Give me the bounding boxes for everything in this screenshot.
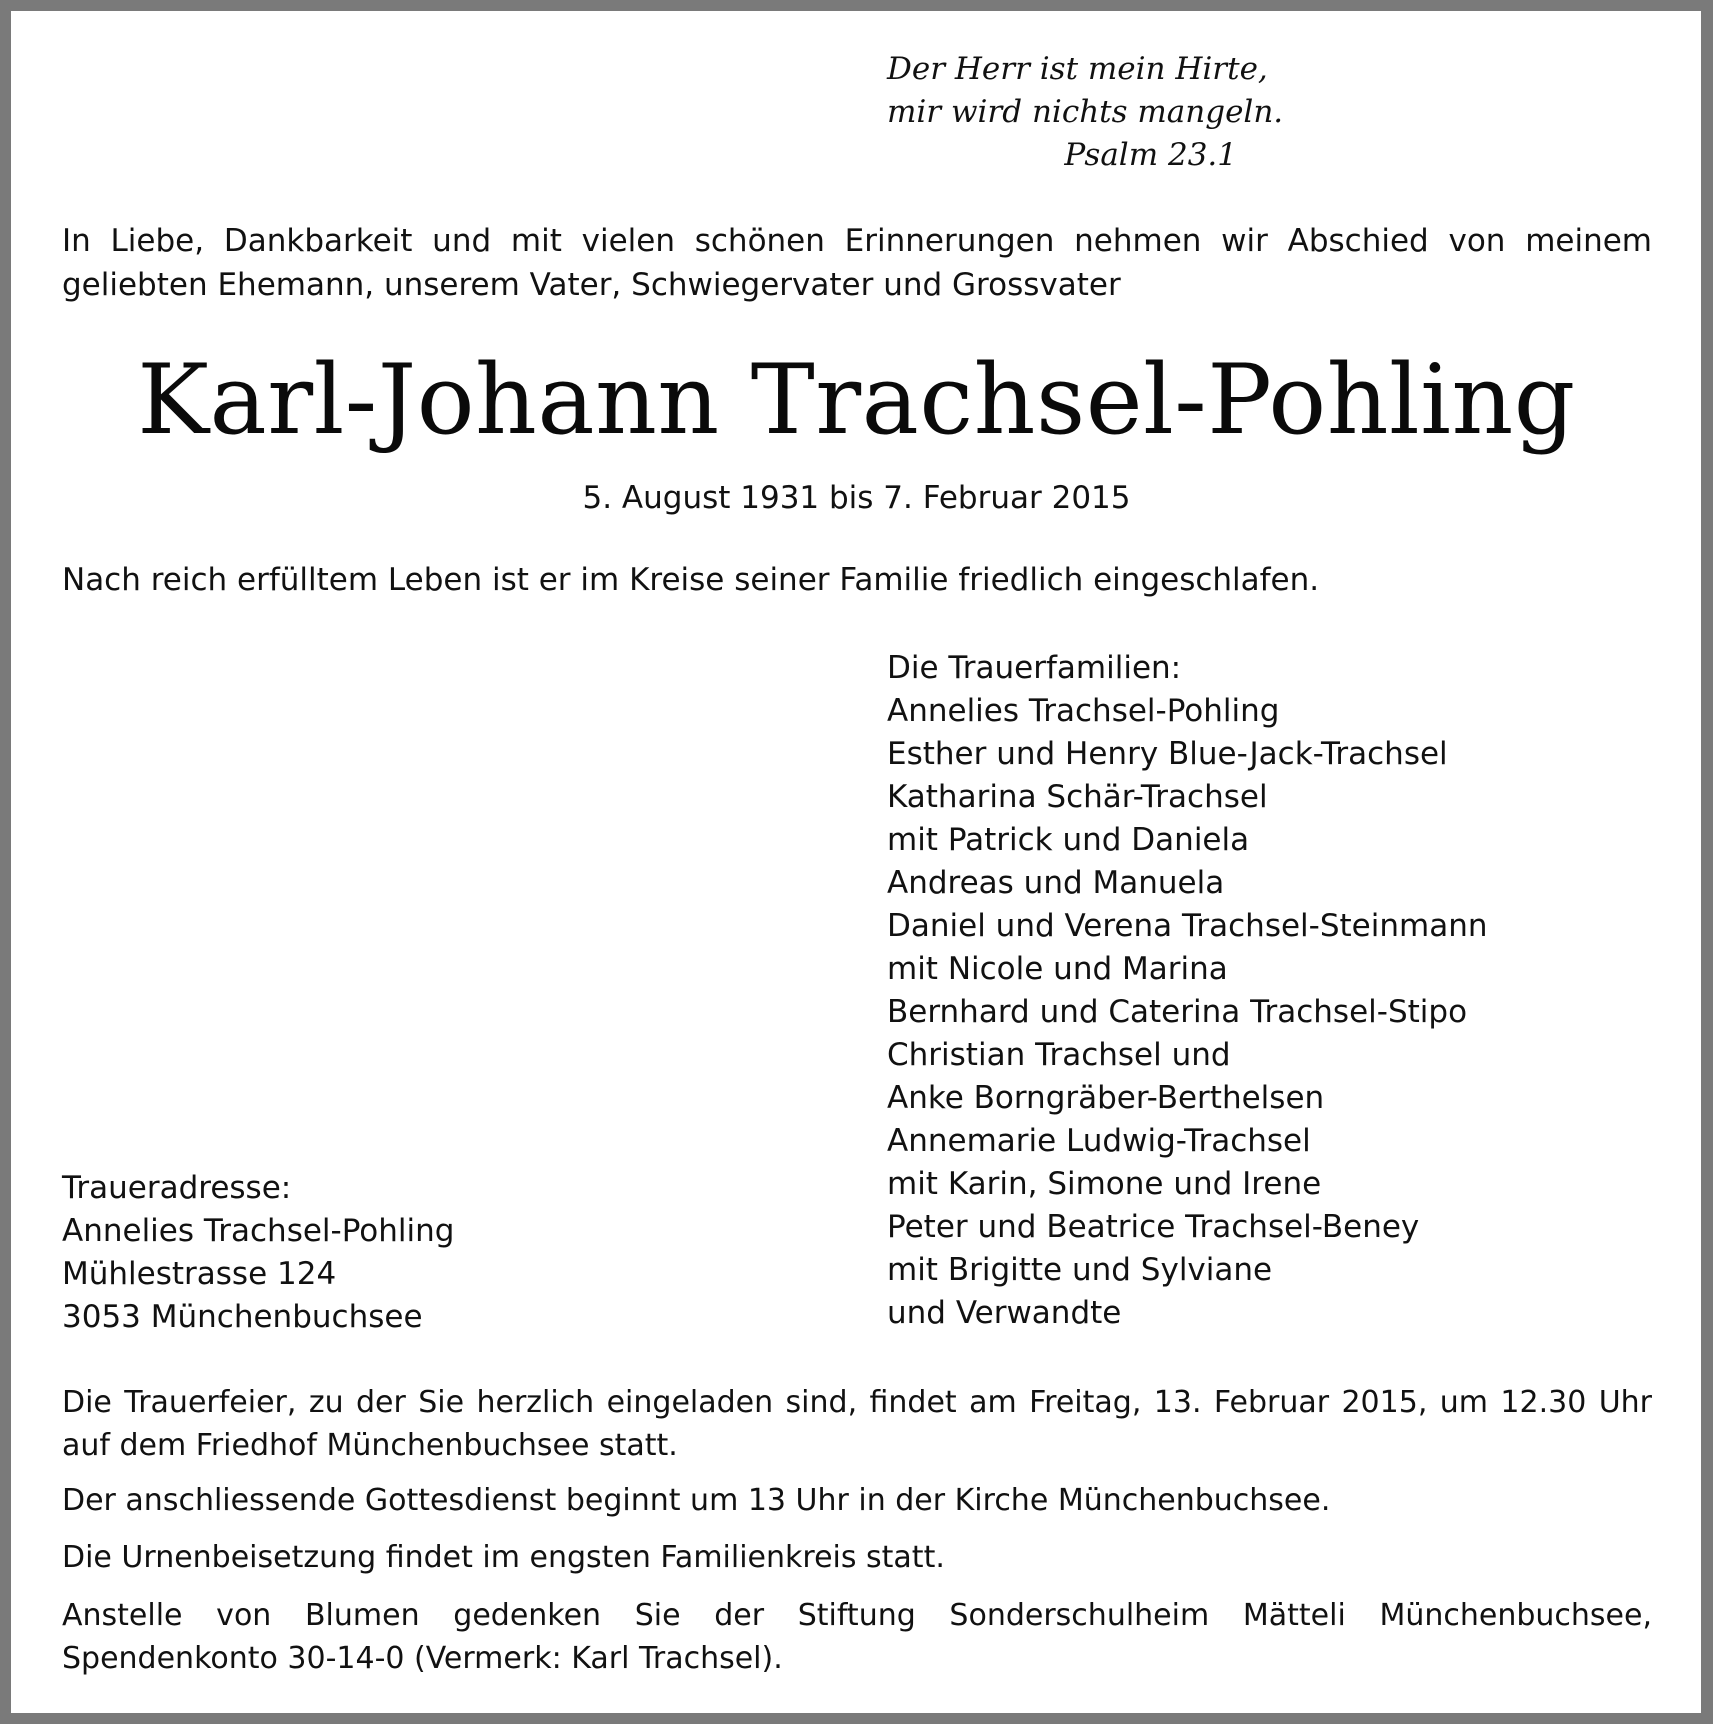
psalm-quote <box>887 48 1283 177</box>
family-line: Christian Trachsel und <box>887 1037 1231 1073</box>
family-line: mit Karin, Simone und Irene <box>887 1166 1322 1202</box>
family-line: und Verwandte <box>887 1295 1122 1331</box>
passing-statement: Nach reich erfülltem Leben ist er im Kreise seiner Familie friedlich eingeschlafen. <box>62 562 1320 598</box>
intro-text: In Liebe, Dankbarkeit und mit vielen schönen Erinnerungen nehmen wir Abschied von meinem geliebten Ehemann, unserem Vater, Schwiegervater und Grossvater <box>62 223 1652 303</box>
families-heading: Die Trauerfamilien: <box>887 650 1182 686</box>
urn-paragraph: Die Urnenbeisetzung findet im engsten Familienkreis statt. <box>62 1540 945 1575</box>
address-city: 3053 Münchenbuchsee <box>62 1299 423 1335</box>
donation-paragraph: Anstelle von Blumen gedenken Sie der Stiftung Sonderschulheim Mätteli Münchenbuchsee, Spendenkonto 30-14-0 (Vermerk: Karl Trachsel). <box>62 1598 1652 1676</box>
ceremony-paragraph: Die Trauerfeier, zu der Sie herzlich eingeladen sind, findet am Freitag, 13. Februar 2015, um 12.30 Uhr auf dem Friedhof Münchenbuchsee statt. <box>62 1385 1652 1463</box>
family-line: Anke Borngräber-Berthelsen <box>887 1080 1325 1116</box>
psalm-line-1: Der Herr ist mein Hirte, <box>887 51 1268 87</box>
address-street: Mühlestrasse 124 <box>62 1256 337 1292</box>
family-line: Daniel und Verena Trachsel-Steinmann <box>887 908 1488 944</box>
mourning-address <box>62 1167 454 1339</box>
family-line: Peter und Beatrice Trachsel-Beney <box>887 1209 1420 1245</box>
family-line: Bernhard und Caterina Trachsel-Stipo <box>887 994 1468 1030</box>
service-paragraph: Der anschliessende Gottesdienst beginnt um 13 Uhr in der Kirche Münchenbuchsee. <box>62 1483 1331 1518</box>
deceased-name: Karl-Johann Trachsel-Pohling <box>137 344 1576 456</box>
family-line: mit Patrick und Daniela <box>887 822 1250 858</box>
family-line: Annemarie Ludwig-Trachsel <box>887 1123 1311 1159</box>
family-line: Andreas und Manuela <box>887 865 1225 901</box>
mourning-families <box>887 647 1488 1335</box>
family-line: Esther und Henry Blue-Jack-Trachsel <box>887 736 1448 772</box>
psalm-line-2: mir wird nichts mangeln. <box>887 94 1284 130</box>
address-name: Annelies Trachsel-Pohling <box>62 1213 455 1249</box>
family-line: Katharina Schär-Trachsel <box>887 779 1268 815</box>
psalm-reference: Psalm 23.1 <box>1064 137 1237 173</box>
family-line: Annelies Trachsel-Pohling <box>887 693 1280 729</box>
family-line: mit Nicole und Marina <box>887 951 1228 987</box>
life-dates: 5. August 1931 bis 7. Februar 2015 <box>582 480 1131 516</box>
address-heading: Traueradresse: <box>62 1170 292 1206</box>
family-line: mit Brigitte und Sylviane <box>887 1252 1273 1288</box>
